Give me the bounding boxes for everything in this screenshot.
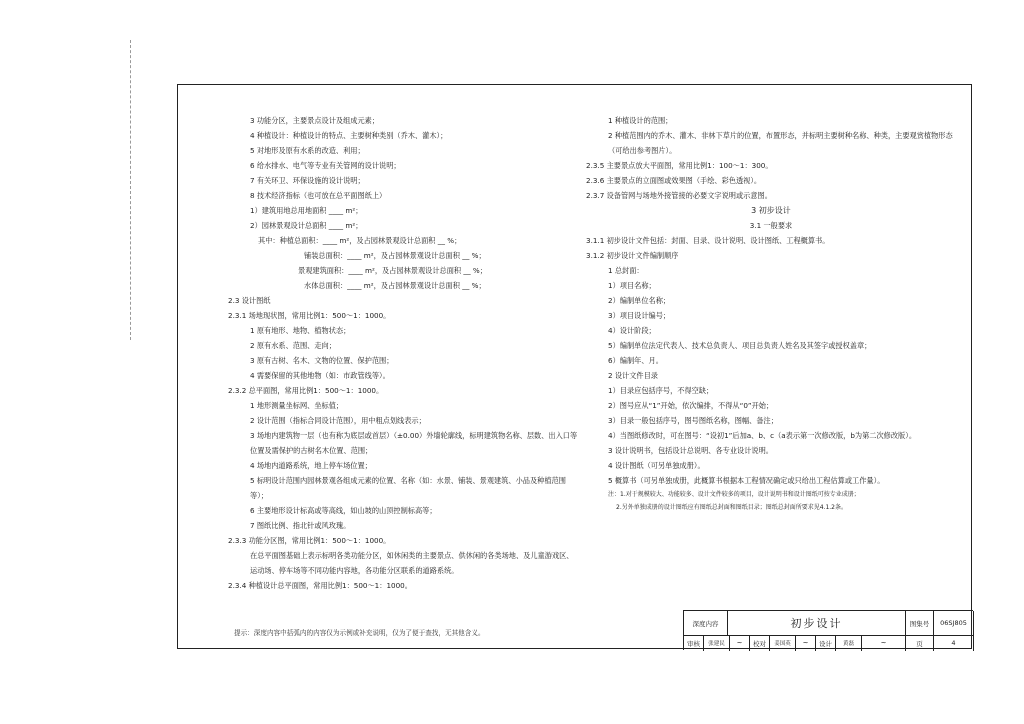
review-name: 张建民 xyxy=(704,635,730,651)
review-label: 审核 xyxy=(684,635,704,651)
chapter-title: 3 初步设计 xyxy=(751,206,791,215)
scan-edge-mark xyxy=(130,40,132,340)
text-line: 水体总面积：____ m²，及占园林景观设计总面积 __ %； xyxy=(304,281,486,290)
text-line: 5）编制单位法定代表人、技术总负责人、项目总负责人姓名及其签字或授权盖章； xyxy=(608,341,872,350)
text-line: 7 图纸比例、指北针或风玫瑰。 xyxy=(250,521,351,530)
footnote: 提示：深度内容中括弧内的内容仅为示例或补充说明，仅为了便于查找，无其他含义。 xyxy=(234,629,485,637)
text-line: 6 给水排水、电气等专业有关管网的设计说明； xyxy=(250,161,401,170)
text-line: 3）目录一般包括序号，图号图纸名称，图幅、备注； xyxy=(608,416,778,425)
text-line: 3 场地内建筑物一层（也有称为底层或首层）（±0.00）外墙轮廓线，标明建筑物名称、层数、出入口等位置及需保护的古树名木位置、范围； xyxy=(250,431,578,455)
section-heading: 2.3 设计图纸 xyxy=(228,296,271,305)
text-line: 1 总封面： xyxy=(608,266,644,275)
text-line: 3 功能分区，主要景点设计及组成元素； xyxy=(250,116,380,125)
check-name: 姜国英 xyxy=(770,635,796,651)
text-line: 1 地形测量坐标网、坐标值； xyxy=(250,401,344,410)
section-title: 3.1 一般要求 xyxy=(749,221,793,230)
text-line: 4 设计图纸（可另单独成册）。 xyxy=(608,461,705,470)
design-label: 设计 xyxy=(816,635,836,651)
text-line: 4 种植设计：种植设计的特点、主要树种类别（乔木、灌木）； xyxy=(250,131,448,140)
text-line: 6 主要地形设计标高或等高线，如山坡的山顶控制标高等； xyxy=(250,506,437,515)
text-line: 景观建筑面积：____ m²，及占园林景观设计总面积 __ %； xyxy=(298,266,487,275)
text-line: 4）当图纸修改时，可在图号：“设初1”后加a、b、c（a表示第一次修改版，b为第二次修改版）。 xyxy=(608,431,917,440)
text-line: 1 原有地形、地物、植物状态； xyxy=(250,326,351,335)
text-line: 在总平面图基础上表示标明各类功能分区，如休闲类的主要景点、供休闲的各类场地、及儿童游戏区、运动场、停车场等不同功能内容地，各功能分区联系的道路系统。 xyxy=(250,551,574,575)
clause-heading: 2.3.4 种植设计总平面图，常用比例1：500～1：1000。 xyxy=(228,581,412,590)
check-signature: ~ xyxy=(796,635,816,651)
drawing-frame xyxy=(177,84,972,649)
page-label: 页 xyxy=(906,635,934,651)
sheet-title: 初步设计 xyxy=(728,611,906,635)
text-line: 1）目录应包括序号，不得空缺； xyxy=(608,386,714,395)
label-content: 深度内容 xyxy=(684,611,728,635)
note-line: 注：1.对于规模较大、功能较多、设计文件较多的项目，设计说明书和设计图纸可按专业成册； xyxy=(608,491,860,498)
atlas-number: 06SJ805 xyxy=(934,611,974,635)
text-line: 2 设计文件目录 xyxy=(608,371,658,380)
clause-heading: 2.3.3 功能分区图，常用比例1：500～1：1000。 xyxy=(228,536,391,545)
text-line: 3）项目设计编号； xyxy=(608,311,671,320)
text-line: 4）设计阶段； xyxy=(608,326,656,335)
check-label: 校对 xyxy=(750,635,770,651)
text-line: 6）编制年、月。 xyxy=(608,356,663,365)
text-line: 2）编制单位名称； xyxy=(608,296,671,305)
text-line: 4 需要保留的其他地物（如：市政管线等）。 xyxy=(250,371,390,380)
text-line: 2 种植范围内的乔木、灌木、非林下草片的位置，布置形态，并标明主要树种名称、种类，主要观赏植物形态（可给出参考图片）。 xyxy=(608,131,953,155)
text-line: 5 概算书（可另单独成册，此概算书根据本工程情况确定或只给出工程估算或工作量）。 xyxy=(608,476,885,485)
clause-heading: 3.1.1 初步设计文件包括：封面、目录、设计说明、设计图纸、工程概算书。 xyxy=(586,236,830,245)
page-number: 4 xyxy=(934,635,974,651)
design-name: 黄磊 xyxy=(836,635,862,651)
text-line: 8 技术经济指标（也可放在总平面图纸上） xyxy=(250,191,387,200)
title-block-row-top xyxy=(684,611,973,636)
text-line: 3 原有古树、名木、文物的位置、保护范围； xyxy=(250,356,394,365)
label-atlas: 图集号 xyxy=(906,611,934,635)
clause-heading: 2.3.6 主要景点的立面图或效果图（手绘、彩色透视）。 xyxy=(586,176,762,185)
text-line: 铺装总面积：____ m²，及占园林景观设计总面积 __ %； xyxy=(304,251,486,260)
clause-heading: 2.3.1 场地现状图，常用比例1：500～1：1000。 xyxy=(228,311,391,320)
text-line: 其中：种植总面积：____ m²，及占园林景观设计总面积 __ %； xyxy=(258,236,462,245)
design-signature: ~ xyxy=(862,635,906,651)
text-line: 5 对地形及原有水系的改造、利用； xyxy=(250,146,365,155)
text-line: 2）园林景观设计总面积 ____ m²； xyxy=(250,221,363,230)
right-text-column xyxy=(586,113,956,514)
left-text-column xyxy=(228,113,578,593)
title-block-row-bottom xyxy=(684,635,973,651)
text-line: 5 标明设计范围内园林景观各组成元素的位置、名称（如：水景、铺装、景观建筑、小品及种植范围等）； xyxy=(250,476,566,500)
text-line: 1 种植设计的范围； xyxy=(608,116,673,125)
clause-heading: 2.3.5 主要景点放大平面图，常用比例1：100～1：300。 xyxy=(586,161,773,170)
clause-heading: 3.1.2 初步设计文件编制顺序 xyxy=(586,251,679,260)
note-line: 2.另外单独成册的设计图纸应有图纸总封面和图纸目录；图纸总封面所要求见4.1.2条。 xyxy=(616,504,847,511)
text-line: 4 场地内道路系统，地上停车场位置； xyxy=(250,461,372,470)
text-line: 3 设计说明书，包括设计总说明、各专业设计说明。 xyxy=(608,446,773,455)
title-block xyxy=(683,610,973,650)
text-line: 2 原有水系、范围、走向； xyxy=(250,341,336,350)
text-line: 1）项目名称； xyxy=(608,281,656,290)
review-signature: ~ xyxy=(730,635,750,651)
text-line: 1）建筑用地总用地面积 ____ m²； xyxy=(250,206,363,215)
clause-heading: 2.3.7 设备管网与场地外接管接的必要文字说明或示意图。 xyxy=(586,191,772,200)
text-line: 2）图号应从“1”开始，依次编排，不得从“0”开始； xyxy=(608,401,774,410)
text-line: 2 设计范围（指标合同设计范围），用中粗点划线表示； xyxy=(250,416,426,425)
text-line: 7 有关环卫、环保设施的设计说明； xyxy=(250,176,365,185)
clause-heading: 2.3.2 总平面图，常用比例1：500～1：1000。 xyxy=(228,386,384,395)
